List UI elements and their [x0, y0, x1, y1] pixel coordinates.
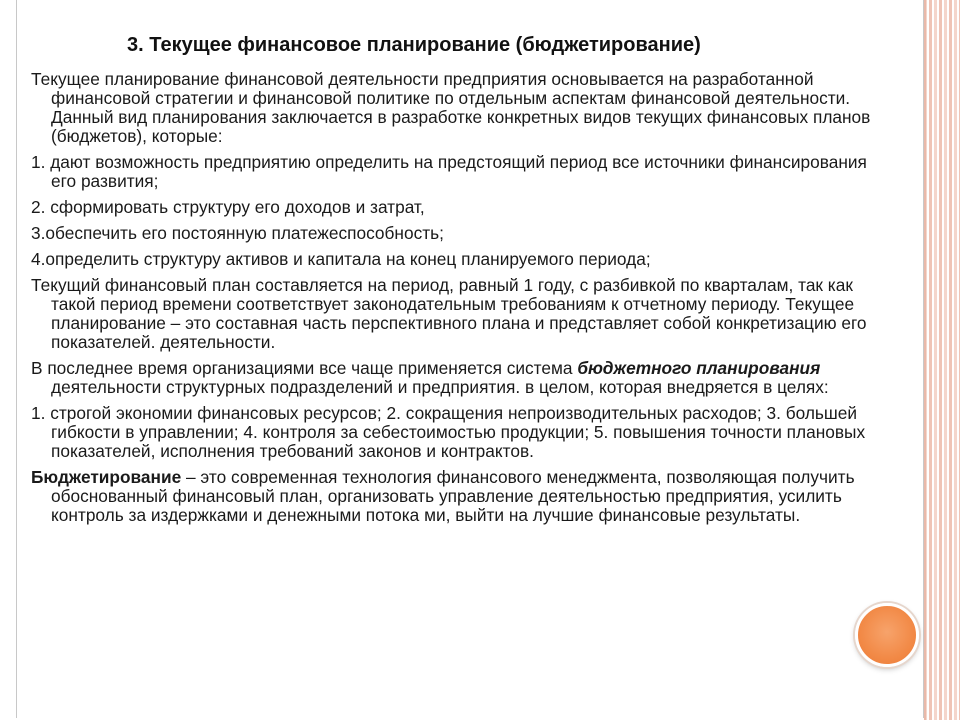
- list-item-3: 3.обеспечить его постоянную платежеспособность;: [31, 223, 444, 243]
- budget-system-text-after: деятельности структурных подразделений и предприятия. в целом, которая внедряется в целях:: [51, 377, 829, 397]
- list-item-4: 4.определить структуру активов и капитала на конец планируемого периода;: [31, 249, 651, 269]
- budgeting-term: Бюджетирование: [31, 467, 182, 487]
- decorative-stripes: [924, 0, 960, 720]
- list-item-2: 2. сформировать структуру его доходов и затрат,: [31, 197, 425, 217]
- list-item-1: 1. дают возможность предприятию определить на предстоящий период все источники финансирования его развития;: [31, 152, 867, 191]
- slide-content: [31, 33, 891, 532]
- budgeting-definition-text: – это современная технология финансового менеджмента, позволяющая получить обоснованный финансовый план, организовать управление деятельностью предприятия, усилить контроль за издержками и денежными потока ми, выйти на лучшие финансовые результаты.: [51, 467, 855, 525]
- goals-paragraph: 1. строгой экономии финансовых ресурсов; 2. сокращения непроизводительных расходов; 3. большей гибкости в управлении; 4. контроля за себестоимостью продукции; 5. повышения точности плановых показателей, исполнения требований законов и контрактов.: [31, 403, 866, 461]
- budget-planning-emphasis: бюджетного планирования: [577, 358, 821, 378]
- budgeting-definition-paragraph: [31, 468, 891, 525]
- orange-circle-ornament: [855, 603, 919, 667]
- budget-system-text-before: В последнее время организациями все чаще применяется система: [31, 358, 578, 378]
- slide-title: 3. Текущее финансовое планирование (бюджетирование): [127, 34, 701, 56]
- intro-paragraph: Текущее планирование финансовой деятельности предприятия основывается на разработанной финансовой стратегии и финансовой политике по отдельным аспектам финансовой деятельности. Данный вид планирования заключается в разработке конкретных видов текущих финансовых планов (бюджетов), которые:: [31, 69, 871, 146]
- plan-period-paragraph: Текущий финансовый план составляется на период, равный 1 году, с разбивкой по кварталам, так как такой период времени соответствует законодательным требованиям к отчетному периоду. Текущее планирование – это составная часть перспективного плана и представляет собой конкретизацию его показателей. деятельности.: [31, 275, 867, 352]
- budget-system-paragraph: [31, 359, 891, 397]
